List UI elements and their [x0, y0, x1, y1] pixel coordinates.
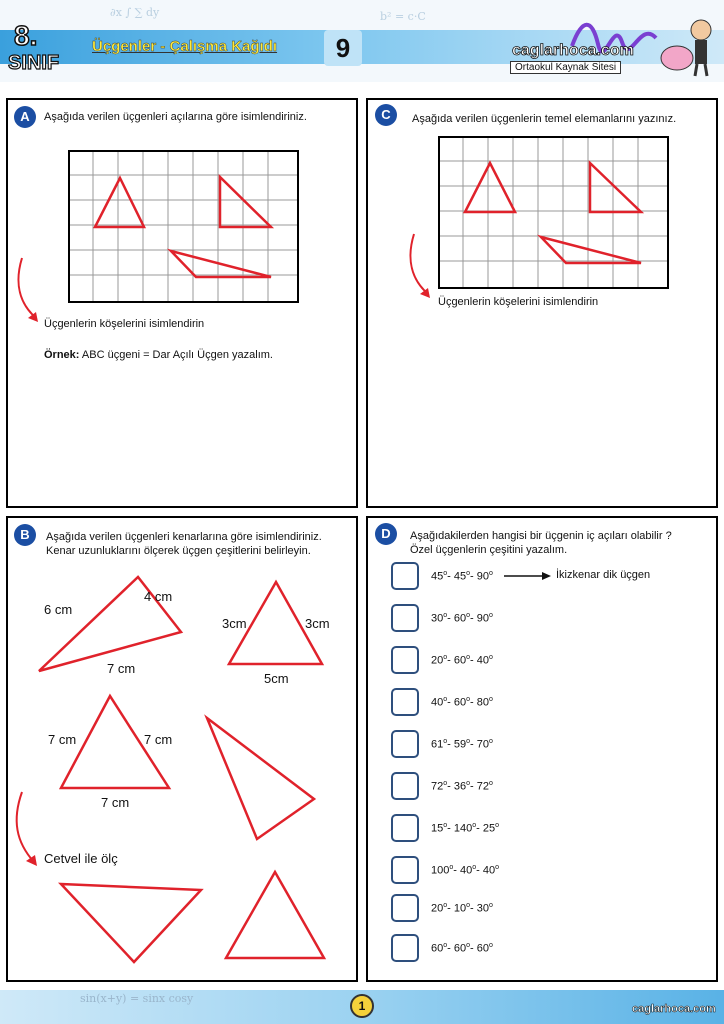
degree-mark: o	[489, 654, 493, 661]
angle-value: 61	[431, 738, 444, 751]
t2-bottom-label: 5cm	[264, 671, 289, 686]
answer-checkbox[interactable]	[391, 646, 419, 674]
site-subtitle: Ortaokul Kaynak Sitesi	[510, 61, 621, 74]
degree-mark: o	[449, 864, 454, 871]
section-d-instruction-2: Özel üçgenlerin çeşitini yazalım.	[410, 544, 568, 556]
grid-a	[68, 150, 300, 304]
answer-checkbox[interactable]	[391, 856, 419, 884]
angle-option	[431, 738, 493, 751]
angle-option	[431, 780, 493, 793]
angle-separator: -	[476, 822, 483, 835]
degree-mark: o	[489, 902, 493, 909]
angle-value: 90	[476, 570, 490, 583]
angle-option	[431, 864, 499, 877]
t1-bottom-label: 7 cm	[107, 661, 136, 676]
angle-separator: -	[470, 654, 477, 667]
angle-separator: -	[476, 864, 483, 877]
angle-value: 36	[453, 780, 467, 793]
section-badge-d: D	[375, 523, 397, 545]
section-a-note: Üçgenlerin köşelerini isimlendirin	[44, 318, 205, 330]
angle-value: 20	[431, 654, 444, 667]
site-name[interactable]: caglarhoca.com	[512, 42, 634, 59]
decor-formula: ∂x ∫ ∑ dy	[110, 6, 160, 19]
page-number: 1	[350, 994, 374, 1018]
section-d-instruction-1: Aşağıdakilerden hangisi bir üçgenin iç açıları olabilir ?	[410, 530, 672, 542]
angle-value: 30	[431, 612, 444, 625]
angle-separator: -	[470, 942, 477, 955]
triangle-acute-c	[465, 163, 515, 212]
answer-checkbox[interactable]	[391, 772, 419, 800]
t3-right-label: 7 cm	[144, 732, 173, 747]
degree-mark: o	[443, 654, 448, 661]
degree-mark: o	[443, 612, 448, 619]
t2-left-label: 3cm	[222, 616, 247, 631]
grade-number: 8.	[14, 20, 38, 51]
example-label: Örnek:	[44, 349, 80, 361]
degree-mark: o	[489, 570, 493, 577]
angle-value: 60	[453, 942, 467, 955]
angle-value: 40	[482, 864, 496, 877]
section-b-instruction-2: Kenar uzunluklarını ölçerek üçgen çeşitlerini belirleyin.	[46, 545, 311, 557]
angle-value: 90	[476, 612, 490, 625]
footer-site[interactable]: caglarhoca.com	[632, 1003, 716, 1015]
answer-checkbox[interactable]	[391, 562, 419, 590]
answer-checkbox[interactable]	[391, 730, 419, 758]
angle-separator: -	[470, 780, 477, 793]
angle-separator: -	[453, 864, 460, 877]
t2-right-label: 3cm	[305, 616, 330, 631]
curved-arrow-icon	[14, 256, 44, 328]
angle-separator: -	[447, 654, 454, 667]
angle-value: 45	[453, 570, 467, 583]
section-a-example	[44, 349, 273, 361]
angle-separator: -	[447, 570, 454, 583]
angle-separator: -	[447, 696, 454, 709]
triangle-measure-2	[61, 884, 201, 962]
triangle-obtuse-c	[541, 237, 641, 263]
angle-option	[431, 902, 493, 915]
triangle-obtuse	[171, 251, 271, 277]
degree-mark: o	[489, 780, 493, 787]
angle-value: 40	[460, 864, 473, 877]
degree-mark: o	[466, 738, 471, 745]
angle-value: 15	[431, 822, 444, 835]
degree-mark: o	[466, 780, 471, 787]
angle-value: 45	[431, 570, 444, 583]
example-text: ABC üçgeni = Dar Açılı Üçgen yazalım.	[79, 349, 273, 361]
section-badge-c: C	[375, 104, 397, 126]
grade-word: SINIF	[8, 52, 60, 74]
angle-separator: -	[470, 902, 477, 915]
degree-mark: o	[466, 570, 471, 577]
degree-mark: o	[489, 738, 493, 745]
degree-mark: o	[489, 942, 493, 949]
degree-mark: o	[489, 696, 493, 703]
angle-value: 60	[453, 696, 467, 709]
section-c-instruction: Aşağıda verilen üçgenlerin temel elemanlarını yazınız.	[412, 113, 677, 125]
triangle-measure-3	[226, 872, 324, 958]
answer-checkbox[interactable]	[391, 688, 419, 716]
angle-option	[431, 612, 493, 625]
answer-checkbox[interactable]	[391, 894, 419, 922]
angle-separator: -	[447, 612, 454, 625]
angle-value: 60	[453, 612, 467, 625]
degree-mark: o	[472, 822, 477, 829]
degree-mark: o	[495, 822, 500, 829]
curved-arrow-icon	[17, 792, 34, 862]
angle-separator: -	[470, 612, 477, 625]
angle-separator: -	[447, 822, 454, 835]
angle-option	[431, 822, 499, 835]
angle-value: 140	[453, 822, 473, 835]
degree-mark: o	[443, 696, 448, 703]
degree-mark: o	[466, 612, 471, 619]
curved-arrow-icon	[406, 232, 436, 304]
answer-checkbox[interactable]	[391, 934, 419, 962]
angle-value: 40	[431, 696, 444, 709]
triangle-acute	[95, 178, 144, 227]
angle-separator: -	[447, 738, 454, 751]
section-c-note: Üçgenlerin köşelerini isimlendirin	[438, 296, 599, 308]
t3-bottom-label: 7 cm	[101, 795, 130, 810]
angle-value: 72	[431, 780, 444, 793]
angle-value: 59	[453, 738, 467, 751]
grid-c	[438, 136, 670, 290]
triangle-right-c	[590, 163, 641, 212]
t3-left-label: 7 cm	[48, 732, 77, 747]
angle-value: 70	[476, 738, 490, 751]
angle-option	[431, 942, 493, 955]
triangle-measure-1	[207, 718, 314, 839]
degree-mark: o	[443, 902, 448, 909]
angle-option	[431, 696, 493, 709]
section-badge-b: B	[14, 524, 36, 546]
degree-mark: o	[466, 942, 471, 949]
decor-formula: b² = c·C	[380, 10, 426, 23]
angle-value: 25	[482, 822, 496, 835]
degree-mark: o	[443, 738, 448, 745]
angle-value: 60	[476, 942, 490, 955]
mascot-icon	[655, 14, 719, 78]
degree-mark: o	[443, 942, 448, 949]
angle-separator: -	[470, 738, 477, 751]
answer-checkbox[interactable]	[391, 814, 419, 842]
degree-mark: o	[443, 780, 448, 787]
triangle-right	[220, 177, 271, 227]
angle-separator: -	[447, 942, 454, 955]
angle-option	[431, 654, 493, 667]
section-b-note: Cetvel ile ölç	[44, 851, 118, 866]
page-tag: 9	[324, 30, 362, 66]
angle-value: 100	[431, 864, 450, 877]
degree-mark: o	[443, 822, 448, 829]
degree-mark: o	[495, 864, 500, 871]
section-a-instruction: Aşağıda verilen üçgenleri açılarına göre isimlendiriniz.	[44, 111, 307, 123]
angle-option	[431, 570, 493, 583]
angle-separator: -	[470, 570, 477, 583]
section-badge-a: A	[14, 106, 36, 128]
angle-separator: -	[447, 780, 454, 793]
t1-right-label: 4 cm	[144, 589, 173, 604]
degree-mark: o	[443, 570, 448, 577]
section-b-instruction-1: Aşağıda verilen üçgenleri kenarlarına göre isimlendiriniz.	[46, 531, 322, 543]
angle-value: 40	[476, 654, 490, 667]
decor-formula: sin(x+y) = sinx cosy	[80, 992, 194, 1005]
page-title: Üçgenler - Çalışma Kağıdı	[92, 38, 278, 55]
degree-mark: o	[466, 654, 471, 661]
angle-separator: -	[447, 902, 454, 915]
angle-separator: -	[470, 696, 477, 709]
angle-value: 72	[476, 780, 490, 793]
example-answer: İkizkenar dik üçgen	[556, 569, 651, 581]
angle-value: 60	[453, 654, 467, 667]
angle-value: 20	[431, 902, 444, 915]
angle-value: 80	[476, 696, 490, 709]
answer-checkbox[interactable]	[391, 604, 419, 632]
degree-mark: o	[472, 864, 477, 871]
degree-mark: o	[466, 696, 471, 703]
angle-value: 30	[476, 902, 490, 915]
degree-mark: o	[466, 902, 471, 909]
degree-mark: o	[489, 612, 493, 619]
arrow-right-icon	[503, 570, 553, 582]
angle-value: 10	[453, 902, 467, 915]
t1-left-label: 6 cm	[44, 602, 73, 617]
angle-value: 60	[431, 942, 444, 955]
